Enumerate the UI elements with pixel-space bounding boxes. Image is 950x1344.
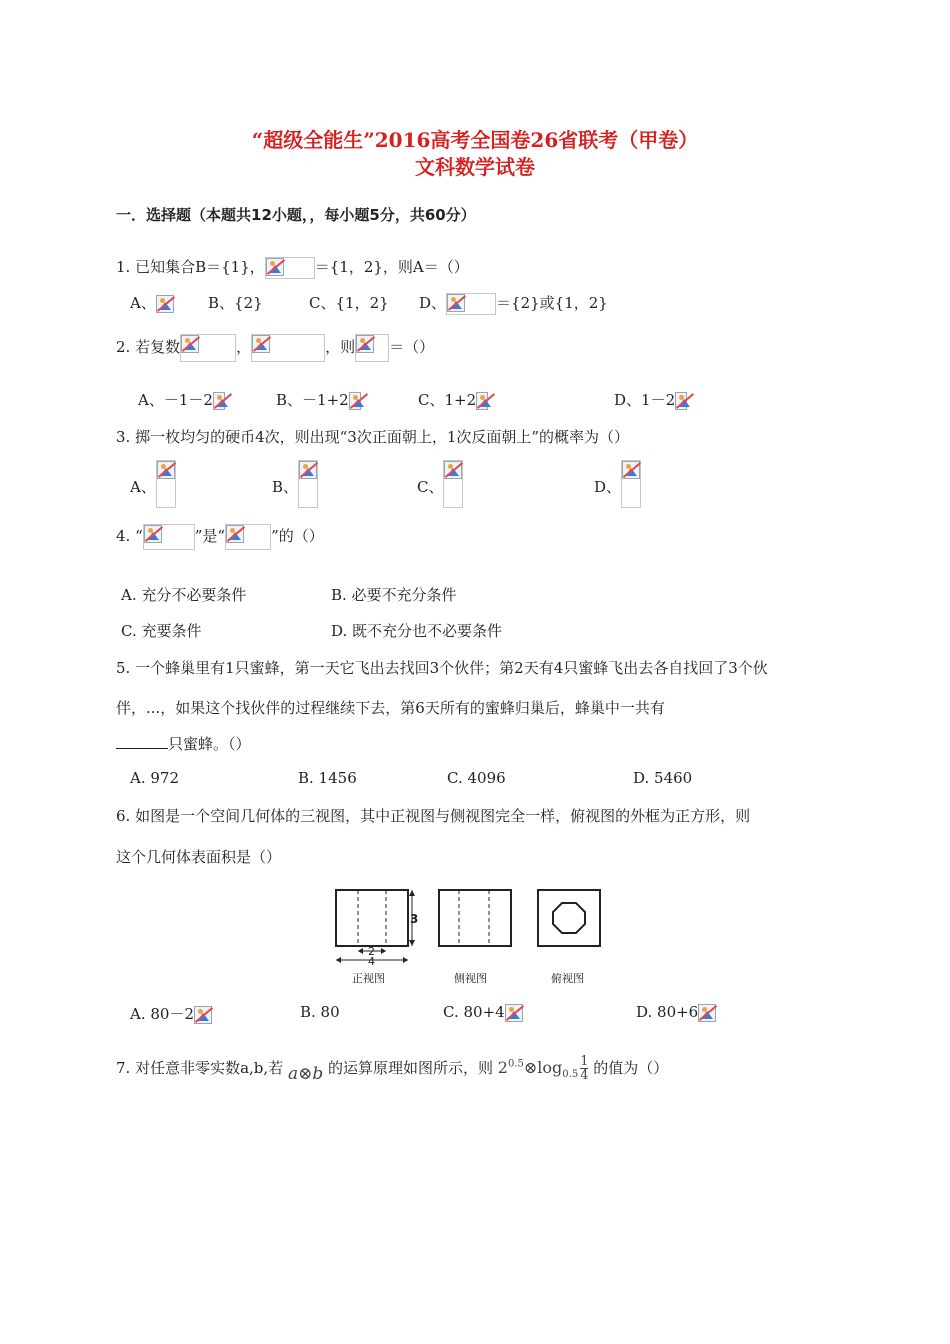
- q2-option-c-label: C、1+2: [418, 391, 477, 409]
- q4-text-post: ”的（）: [271, 527, 324, 545]
- q7-base: 2: [497, 1058, 508, 1077]
- broken-image-icon: [444, 461, 462, 479]
- q2-option-c: [418, 389, 488, 410]
- q2-text-pre: 2. 若复数: [116, 338, 181, 356]
- q3-option-c-label: C、: [417, 478, 444, 496]
- dim-inner-label: 2: [368, 945, 375, 958]
- broken-image-icon: [144, 525, 162, 543]
- q2-option-a-label: A、－1－2: [138, 391, 213, 409]
- question-1: [116, 256, 469, 279]
- q2-separator-2: ，则: [325, 338, 356, 356]
- broken-image-icon: [356, 335, 374, 353]
- q1-text-pre: 1. 已知集合B＝{1}，: [116, 258, 265, 276]
- question-5-line-3: [116, 733, 251, 754]
- broken-image-icon: [349, 392, 361, 410]
- q4-option-b: B. 必要不充分条件: [331, 586, 457, 604]
- side-view: [439, 890, 511, 985]
- q2-option-d: [614, 389, 687, 410]
- q2-separator-1: ，: [236, 338, 252, 356]
- question-4: [116, 524, 324, 550]
- q6-option-d: [636, 1003, 716, 1022]
- dim-height-label: 3: [410, 912, 419, 926]
- q4-option-d: D. 既不充分也不必要条件: [331, 622, 503, 640]
- q3-option-c-image: [443, 460, 463, 508]
- broken-image-icon: [622, 461, 640, 479]
- q5-option-c: C. 4096: [447, 769, 506, 787]
- broken-image-icon: [181, 335, 199, 353]
- q1-option-d-text: ＝{2}或{1，2}: [496, 294, 608, 312]
- front-view-label: 正视图: [352, 972, 385, 985]
- q7-exponent: 0.5: [507, 1058, 524, 1070]
- front-view: [336, 890, 418, 985]
- q7-fraction: [580, 1055, 588, 1082]
- broken-image-icon: [213, 392, 225, 410]
- q1-formula-image: [265, 257, 315, 279]
- q1-option-a-label: A、: [130, 294, 156, 312]
- q7-operation-expression: a⊗b: [287, 1064, 324, 1084]
- q6-option-c-label: C. 80+4: [443, 1003, 505, 1021]
- broken-image-icon: [476, 392, 488, 410]
- q7-log-base: 0.5: [562, 1069, 579, 1081]
- q7-text-mid: 的运算原理如图所示，则: [328, 1059, 494, 1077]
- q1-option-d-image: [446, 293, 496, 315]
- q6-option-c: [443, 1003, 523, 1022]
- q2-formula-image-2: [251, 334, 325, 362]
- three-view-figure: [326, 882, 626, 992]
- question-6-line-1: 6. 如图是一个空间几何体的三视图，其中正视图与侧视图完全一样，俯视图的外框为正方形，则: [116, 807, 751, 825]
- top-view-label: 俯视图: [551, 972, 584, 985]
- q1-option-d-label: D、: [419, 294, 447, 312]
- q7-text-pre: 7. 对任意非零实数a,b,若: [116, 1059, 284, 1077]
- q2-formula-image-3: [355, 334, 389, 362]
- question-3: 3. 掷一枚均匀的硬币4次，则出现“3次正面朝上，1次反面朝上”的概率为（）: [116, 428, 630, 446]
- q5-option-b: B. 1456: [298, 769, 357, 787]
- q5-option-a: A. 972: [130, 769, 179, 787]
- q7-numerator: 1: [580, 1054, 589, 1069]
- q2-text-post: ＝（）: [389, 338, 435, 356]
- question-2: [116, 334, 434, 362]
- q3-option-b-label: B、: [272, 478, 299, 496]
- answer-blank: [116, 734, 168, 749]
- broken-image-icon: [226, 525, 244, 543]
- q6-option-d-label: D. 80+6: [636, 1003, 699, 1021]
- q3-option-d-label: D、: [594, 478, 622, 496]
- q3-option-a: [130, 460, 176, 508]
- q7-denominator: 4: [580, 1068, 589, 1083]
- q2-option-a: [138, 389, 225, 410]
- q1-text-post: ＝{1，2}，则A＝（）: [314, 258, 469, 276]
- broken-image-icon: [675, 392, 687, 410]
- q7-evaluation-expression: [497, 1054, 589, 1083]
- broken-image-icon: [252, 335, 270, 353]
- q1-option-d: [419, 292, 608, 315]
- broken-image-icon: [157, 461, 175, 479]
- broken-image-icon: [698, 1004, 716, 1022]
- q6-option-b: B. 80: [300, 1003, 340, 1021]
- q2-formula-image-1: [180, 334, 236, 362]
- q6-option-a: [130, 1003, 212, 1024]
- q7-text-post: 的值为（）: [593, 1059, 669, 1077]
- q5-line-3-text: 只蜜蜂。（）: [168, 735, 251, 753]
- q2-option-d-label: D、1－2: [614, 391, 676, 409]
- q4-option-a: A. 充分不必要条件: [121, 586, 247, 604]
- q5-option-d: D. 5460: [633, 769, 693, 787]
- top-view: [538, 890, 600, 985]
- side-view-label: 侧视图: [454, 972, 487, 985]
- exam-title-line1: “超级全能生”2016高考全国卷26省联考（甲卷）: [251, 128, 699, 152]
- q1-option-b: B、{2}: [208, 294, 263, 312]
- q4-option-c: C. 充要条件: [121, 622, 202, 640]
- q4-condition-image-2: [225, 524, 271, 550]
- section-heading: 一．选择题（本题共12小题，，每小题5分，共60分）: [116, 206, 476, 224]
- broken-image-icon: [505, 1004, 523, 1022]
- q4-text-pre: 4. “: [116, 527, 143, 545]
- q6-option-a-label: A. 80－2: [130, 1005, 194, 1023]
- q3-option-b-image: [298, 460, 318, 508]
- question-6-line-2: 这个几何体表面积是（）: [116, 848, 282, 866]
- question-5-line-1: 5. 一个蜂巢里有1只蜜蜂，第一天它飞出去找回3个伙伴；第2天有4只蜜蜂飞出去各自找回了3个伙: [116, 659, 768, 677]
- q1-option-c: C、{1，2}: [309, 294, 389, 312]
- q1-option-a: [130, 292, 174, 313]
- q4-text-mid: ”是“: [194, 527, 226, 545]
- q3-option-a-image: [156, 460, 176, 508]
- q3-option-d: [594, 460, 641, 508]
- broken-image-icon: [156, 295, 174, 313]
- exam-title-line2: 文科数学试卷: [415, 155, 535, 179]
- question-5-line-2: 伴，...，如果这个找伙伴的过程继续下去，第6天所有的蜜蜂归巢后，蜂巢中一共有: [116, 699, 665, 717]
- q2-option-b: [276, 389, 361, 410]
- broken-image-icon: [266, 258, 284, 276]
- broken-image-icon: [447, 294, 465, 312]
- q2-option-b-label: B、－1+2: [276, 391, 349, 409]
- question-7: [116, 1055, 668, 1082]
- q7-operator-log: ⊗log: [523, 1058, 563, 1077]
- q4-condition-image-1: [143, 524, 195, 550]
- broken-image-icon: [194, 1006, 212, 1024]
- broken-image-icon: [299, 461, 317, 479]
- dim-outer-label: 4: [368, 955, 375, 968]
- q3-option-a-label: A、: [130, 478, 156, 496]
- q3-option-b: [272, 460, 318, 508]
- q3-option-d-image: [621, 460, 641, 508]
- q3-option-c: [417, 460, 463, 508]
